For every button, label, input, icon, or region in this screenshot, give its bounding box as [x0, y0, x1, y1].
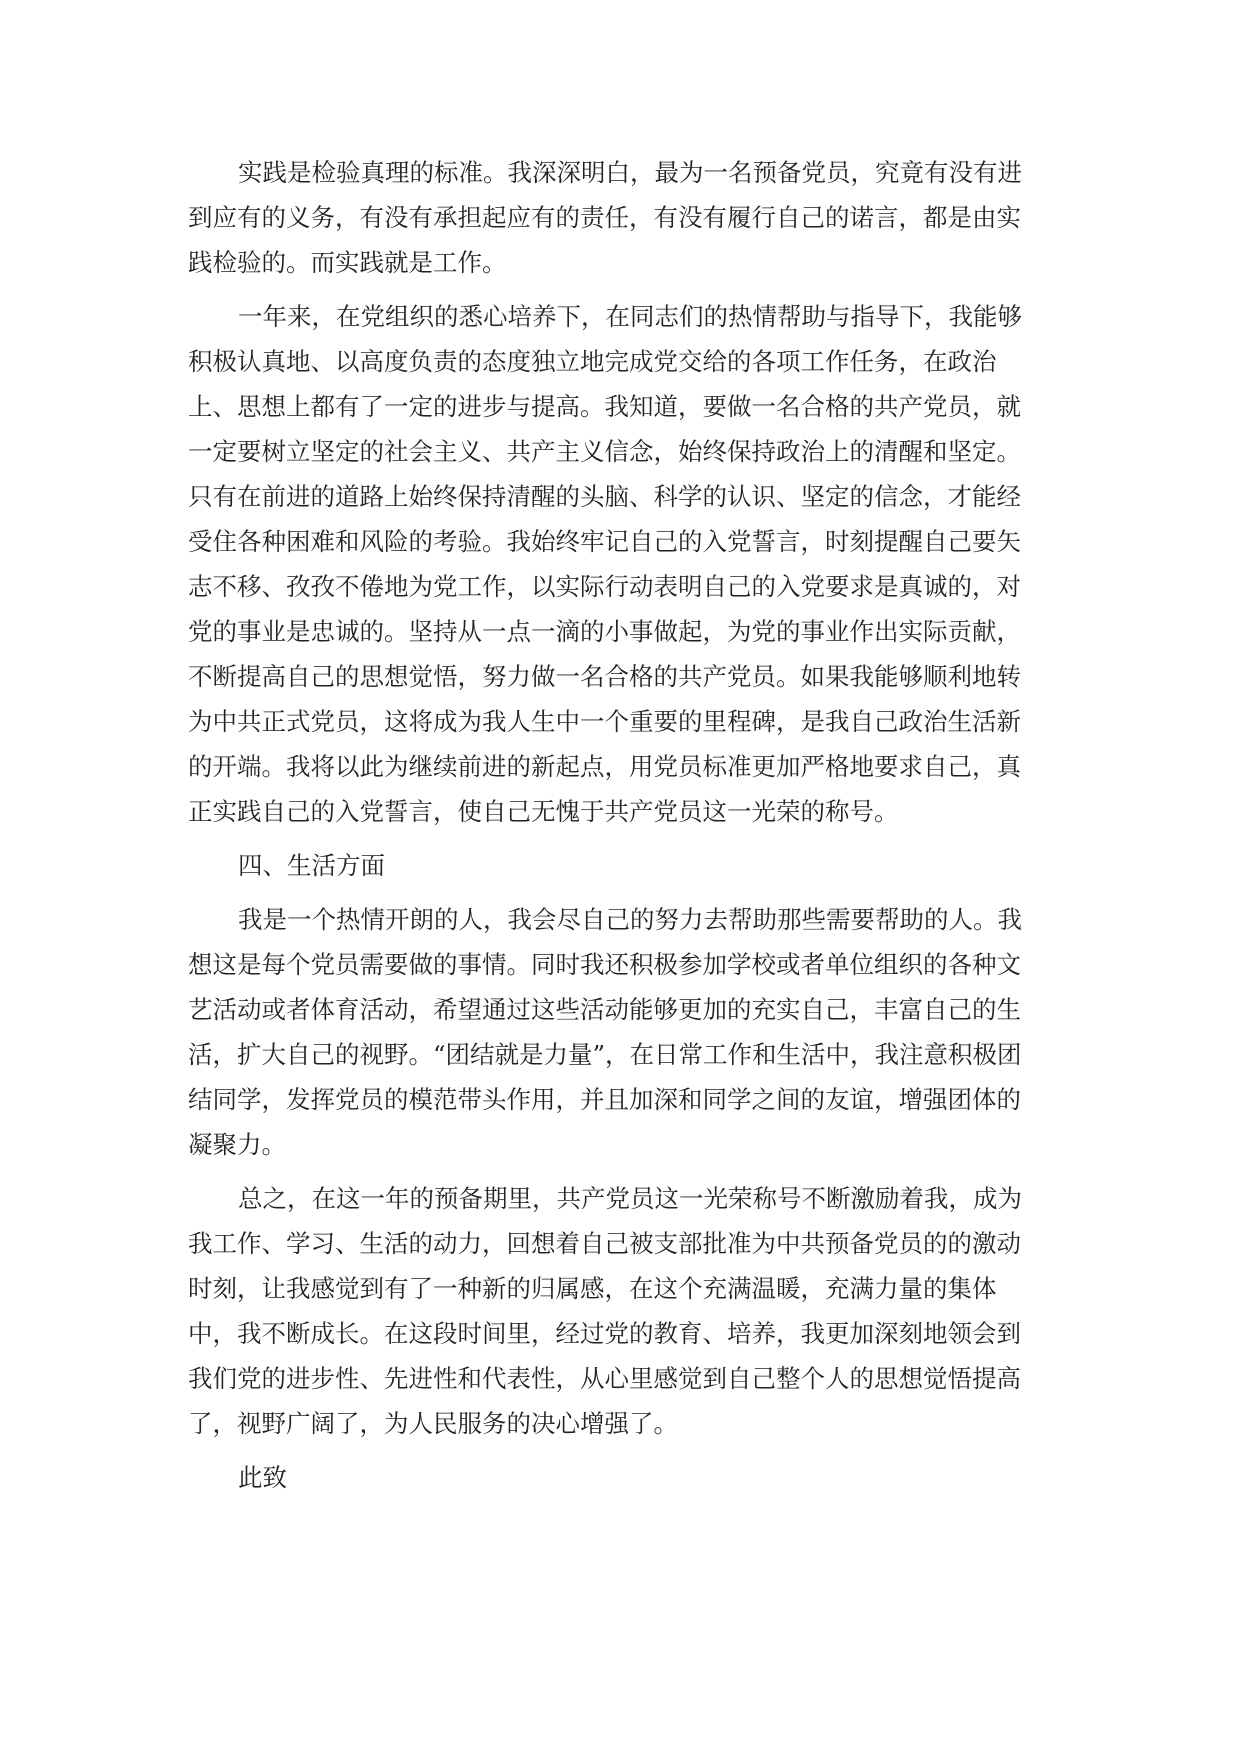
paragraph-summary — [188, 1176, 1058, 1446]
paragraph-past-year — [188, 294, 1058, 834]
document-body — [188, 150, 1058, 1500]
paragraph-spacer — [188, 1167, 1058, 1176]
paragraph-spacer — [188, 285, 1058, 294]
paragraph-practice — [188, 150, 1058, 285]
paragraph-line: 的开端。我将以此为继续前进的新起点，用党员标准更加严格地要求自己，真 — [188, 752, 1021, 781]
paragraph-spacer — [188, 834, 1058, 843]
closing-salutation — [188, 1455, 1058, 1500]
paragraph-line: 活，扩大自己的视野。“团结就是力量”，在日常工作和生活中，我注意积极团 — [188, 1040, 1022, 1069]
paragraph-line: 正实践自己的入党誓言，使自己无愧于共产党员这一光荣的称号。 — [188, 797, 899, 826]
paragraph-line: 受住各种困难和风险的考验。我始终牢记自己的入党誓言，时刻提醒自己要矢 — [188, 527, 1021, 556]
section-heading-life — [188, 843, 1058, 888]
paragraph-line: 一年来，在党组织的悉心培养下，在同志们的热情帮助与指导下，我能够 — [238, 302, 1022, 331]
paragraph-line: 积极认真地、以高度负责的态度独立地完成党交给的各项工作任务，在政治 — [188, 347, 997, 376]
paragraph-line: 结同学，发挥党员的模范带头作用，并且加深和同学之间的友谊，增强团体的 — [188, 1085, 1021, 1114]
paragraph-line: 为中共正式党员，这将成为我人生中一个重要的里程碑，是我自己政治生活新 — [188, 707, 1021, 736]
paragraph-spacer — [188, 1446, 1058, 1455]
paragraph-line: 实践是检验真理的标准。我深深明白，最为一名预备党员，究竟有没有进 — [238, 158, 1022, 187]
paragraph-line: 凝聚力。 — [188, 1130, 286, 1159]
paragraph-life — [188, 897, 1058, 1167]
paragraph-spacer — [188, 888, 1058, 897]
paragraph-line: 一定要树立坚定的社会主义、共产主义信念，始终保持政治上的清醒和坚定。 — [188, 437, 1021, 466]
paragraph-line: 我是一个热情开朗的人，我会尽自己的努力去帮助那些需要帮助的人。我 — [238, 905, 1022, 934]
paragraph-line: 党的事业是忠诚的。坚持从一点一滴的小事做起，为党的事业作出实际贡献， — [188, 617, 1021, 646]
paragraph-line: 不断提高自己的思想觉悟，努力做一名合格的共产党员。如果我能够顺利地转 — [188, 662, 1021, 691]
paragraph-line: 时刻，让我感觉到有了一种新的归属感，在这个充满温暖，充满力量的集体 — [188, 1274, 997, 1303]
paragraph-line: 只有在前进的道路上始终保持清醒的头脑、科学的认识、坚定的信念，才能经 — [188, 482, 1021, 511]
closing-line: 此致 — [238, 1463, 287, 1492]
paragraph-line: 中，我不断成长。在这段时间里，经过党的教育、培养，我更加深刻地领会到 — [188, 1319, 1021, 1348]
paragraph-line: 我工作、学习、生活的动力，回想着自己被支部批准为中共预备党员的的激动 — [188, 1229, 1021, 1258]
paragraph-line: 想这是每个党员需要做的事情。同时我还积极参加学校或者单位组织的各种文 — [188, 950, 1021, 979]
section-heading: 四、生活方面 — [238, 851, 385, 880]
paragraph-line: 艺活动或者体育活动，希望通过这些活动能够更加的充实自己，丰富自己的生 — [188, 995, 1021, 1024]
paragraph-line: 总之，在这一年的预备期里，共产党员这一光荣称号不断激励着我，成为 — [238, 1184, 1022, 1213]
paragraph-line: 上、思想上都有了一定的进步与提高。我知道，要做一名合格的共产党员，就 — [188, 392, 1021, 421]
paragraph-line: 到应有的义务，有没有承担起应有的责任，有没有履行自己的诺言，都是由实 — [188, 203, 1021, 232]
paragraph-line: 了，视野广阔了，为人民服务的决心增强了。 — [188, 1409, 678, 1438]
paragraph-line: 践检验的。而实践就是工作。 — [188, 248, 507, 277]
paragraph-line: 志不移、孜孜不倦地为党工作，以实际行动表明自己的入党要求是真诚的，对 — [188, 572, 1021, 601]
paragraph-line: 我们党的进步性、先进性和代表性，从心里感觉到自己整个人的思想觉悟提高 — [188, 1364, 1021, 1393]
